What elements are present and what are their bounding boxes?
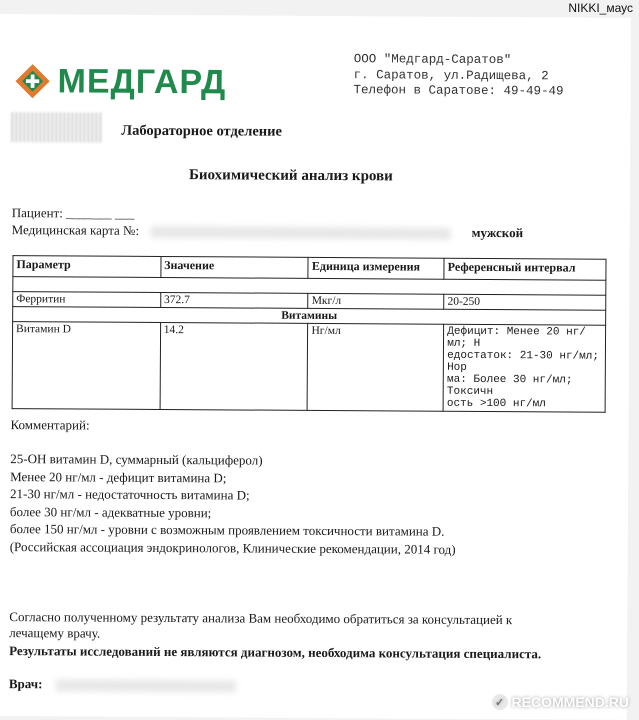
range-line: едостаток: 21-30 нг/мл; Нор <box>447 349 600 374</box>
company-info <box>353 52 563 100</box>
recommend-logo-icon: ✓ <box>492 694 508 710</box>
patient-gender: мужской <box>471 224 524 241</box>
range-line: ость >100 нг/мл <box>446 397 546 411</box>
patient-line <box>12 205 135 222</box>
cell-param: Ферритин <box>13 292 161 308</box>
note-line: 25-ОН витамин D, суммарный (кальциферол) <box>10 451 263 468</box>
header-param: Параметр <box>13 256 161 278</box>
cell-unit: Нг/мл <box>308 323 444 411</box>
redacted-card-number <box>150 226 450 240</box>
group-label: Витамины <box>13 307 606 326</box>
range-line: Дефицит: Менее 20 нг/мл; Н <box>447 325 586 350</box>
redacted-doctor-name <box>56 679 236 692</box>
redacted-stamp <box>11 112 101 143</box>
cell-value: 372.7 <box>160 292 308 308</box>
med-card-line <box>12 222 572 241</box>
lab-department: Лабораторное отделение <box>121 122 283 140</box>
disclaimer: Результаты исследований не являются диагнозом, необходима консультация специалиста. <box>9 643 542 662</box>
reference-notes <box>10 450 456 558</box>
cell-range <box>443 324 605 412</box>
company-phone: Телефон в Саратове: 49-49-49 <box>353 83 564 99</box>
note-line: более 30 нг/мл - адекватные уровни; <box>9 503 212 520</box>
comment-label: Комментарий: <box>10 417 90 433</box>
cell-range: 20-250 <box>444 294 606 310</box>
document-title: Биохимический анализ крови <box>188 167 393 185</box>
cell-unit: Мкг/л <box>308 293 444 309</box>
table-row <box>12 322 606 413</box>
med-card-label: Медицинская карта №: <box>11 222 140 238</box>
doctor-line <box>9 676 236 693</box>
consult-line: лечащему врачу. <box>9 625 101 641</box>
header-range: Референсный интервал <box>444 258 606 280</box>
logo-text: МЕДГАРД <box>57 62 227 102</box>
company-name: ООО "Медгард-Саратов" <box>353 52 512 68</box>
note-line: (Российская ассоциация эндокринологов, Клинические рекомендации, 2014 год) <box>9 538 456 557</box>
results-table <box>12 255 607 413</box>
doctor-label: Врач: <box>8 676 43 692</box>
note-line: Менее 20 нг/мл - дефицит витамина D; <box>10 468 227 485</box>
range-line: ма: Более 30 нг/мл; Токсичн <box>446 373 573 399</box>
header-unit: Единица измерения <box>308 257 444 279</box>
cross-diamond-icon <box>13 62 51 100</box>
username-watermark: NIKKI_маус <box>568 1 633 15</box>
company-logo <box>13 62 226 101</box>
consult-line: Согласно полученному результату анализа Вам необходимо обратиться за консультацией к <box>9 609 513 628</box>
cell-value: 14.2 <box>160 322 308 410</box>
company-address: г. Саратов, ул.Радищева, 2 <box>353 67 549 83</box>
note-line: более 150 нг/мл - уровни с возможным проявлением токсичности витамина D. <box>9 521 445 539</box>
note-line: 21-30 нг/мл - недостаточность витамина D; <box>10 486 250 503</box>
site-watermark <box>492 694 629 710</box>
site-watermark-text: RECOMMEND.RU <box>511 694 629 710</box>
cell-param: Витамин D <box>12 322 160 410</box>
header-value: Значение <box>161 256 309 278</box>
document-page <box>0 14 631 720</box>
patient-value: _______ ___ <box>66 205 135 221</box>
patient-label: Пациент: <box>11 205 63 221</box>
consultation-advice <box>9 609 569 644</box>
